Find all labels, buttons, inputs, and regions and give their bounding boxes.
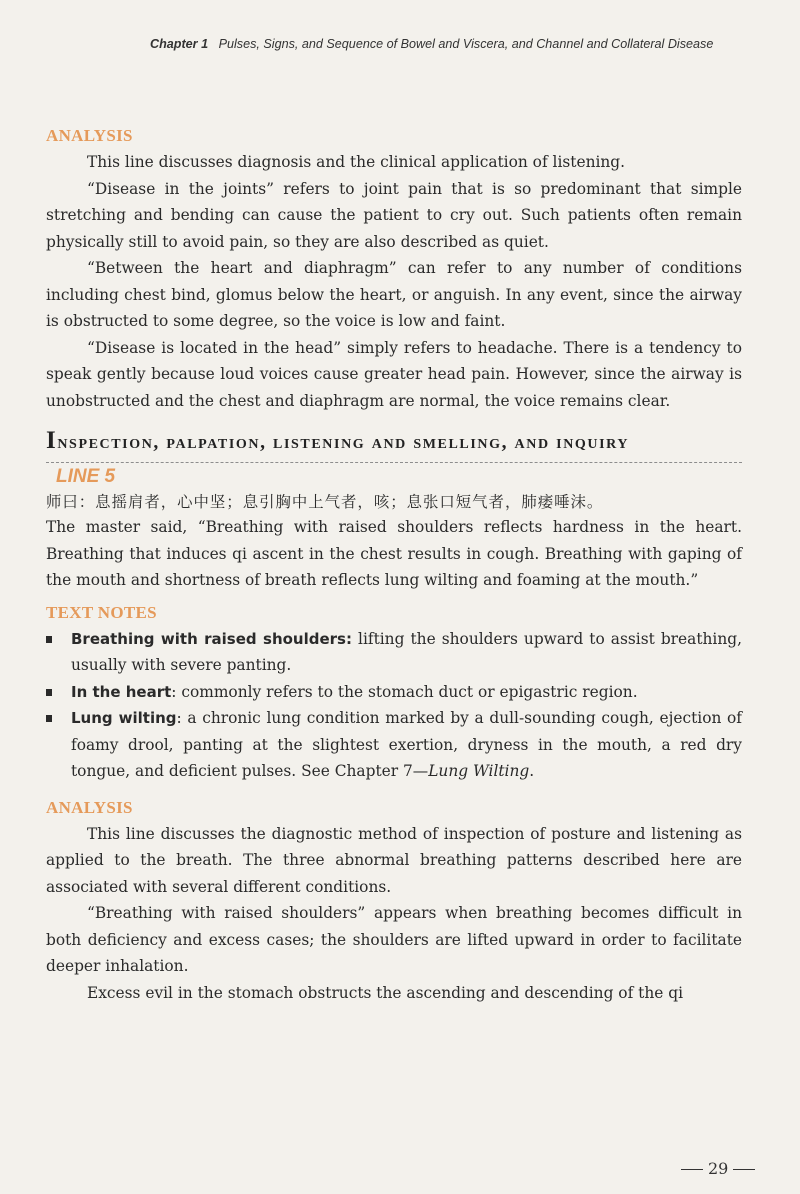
text-notes-list (46, 626, 742, 785)
dash-left (681, 1169, 703, 1170)
chinese-source-text: 师曰：息摇肩者，心中坚；息引胸中上气者，咳；息张口短气者，肺痿唾沫。 (46, 493, 604, 511)
section-heading-initial: I (46, 427, 58, 454)
paragraph: This line discusses the diagnostic method of inspection of posture and listening as applied to the breath. The three abnormal breathing patterns described here are associated with several different conditions. (46, 824, 742, 896)
analysis-heading: ANALYSIS (46, 126, 133, 145)
page-number (676, 1159, 760, 1178)
paragraph: Excess evil in the stomach obstructs the ascending and descending of the qi (87, 983, 684, 1002)
running-header (150, 37, 713, 51)
section-heading-rest: nspection, palpation, listening and smelling, and inquiry (57, 432, 630, 453)
note-text: : commonly refers to the stomach duct or epigastric region. (171, 682, 638, 701)
line-label: LINE 5 (46, 462, 742, 490)
translation: The master said, “Breathing with raised shoulders reflects hardness in the heart. Breathing that induces qi ascent in the chest results in cough. Breathing with gaping of the mouth and shortness of breath reflects lung wilting and foaming at the mouth.” (46, 518, 742, 589)
chapter-title: Pulses, Signs, and Sequence of Bowel and Viscera, and Channel and Collateral Disease (218, 37, 714, 51)
list-item (46, 679, 742, 706)
bullet-icon (46, 636, 52, 643)
bullet-icon (46, 689, 52, 696)
dash-right (733, 1169, 755, 1170)
paragraph: “Disease is located in the head” simply refers to headache. There is a tendency to speak gently because loud voices cause greater head pain. However, since the airway is unobstructed and the chest and diaphragm are normal, the voice remains clear. (46, 338, 742, 410)
note-end: . (529, 762, 535, 780)
analysis-heading: ANALYSIS (46, 797, 133, 817)
note-term: Breathing with raised shoulders: (71, 629, 352, 648)
page-number-value: 29 (708, 1159, 729, 1178)
note-text: lifting the shoulders upward to assist breathing, usually with severe panting. (71, 629, 742, 674)
list-item (46, 705, 742, 785)
text-notes-heading: TEXT NOTES (46, 602, 157, 622)
page-body (46, 123, 742, 1006)
paragraph: “Disease in the joints” refers to joint pain that is so predominant that simple stretching and bending can cause the patient to cry out. Such patients often remain physically still to avoid pain, so they are also described as quiet. (46, 179, 742, 251)
paragraph: This line discusses diagnosis and the clinical application of listening. (87, 153, 626, 171)
list-item (46, 626, 742, 679)
section-heading (46, 428, 742, 456)
bullet-icon (46, 715, 52, 722)
paragraph: “Breathing with raised shoulders” appears when breathing becomes difficult in both deficiency and excess cases; the shoulders are lifted upward in order to facilitate deeper inhalation. (46, 904, 742, 975)
note-term: Lung wilting (71, 709, 177, 727)
chapter-label: Chapter 1 (150, 37, 209, 51)
chapter-reference: Lung Wilting (428, 762, 530, 780)
paragraph: “Between the heart and diaphragm” can refer to any number of conditions including chest bind, glomus below the heart, or anguish. In any event, since the airway is obstructed to some degree, so the voice is low and faint. (46, 259, 742, 330)
note-term: In the heart (71, 682, 172, 701)
note-text: : a chronic lung condition marked by a dull-sounding cough, ejection of foamy drool, panting at the slightest exertion, dryness in the mouth, a red dry tongue, and deficient pulses. See Chapter 7— (71, 709, 742, 780)
